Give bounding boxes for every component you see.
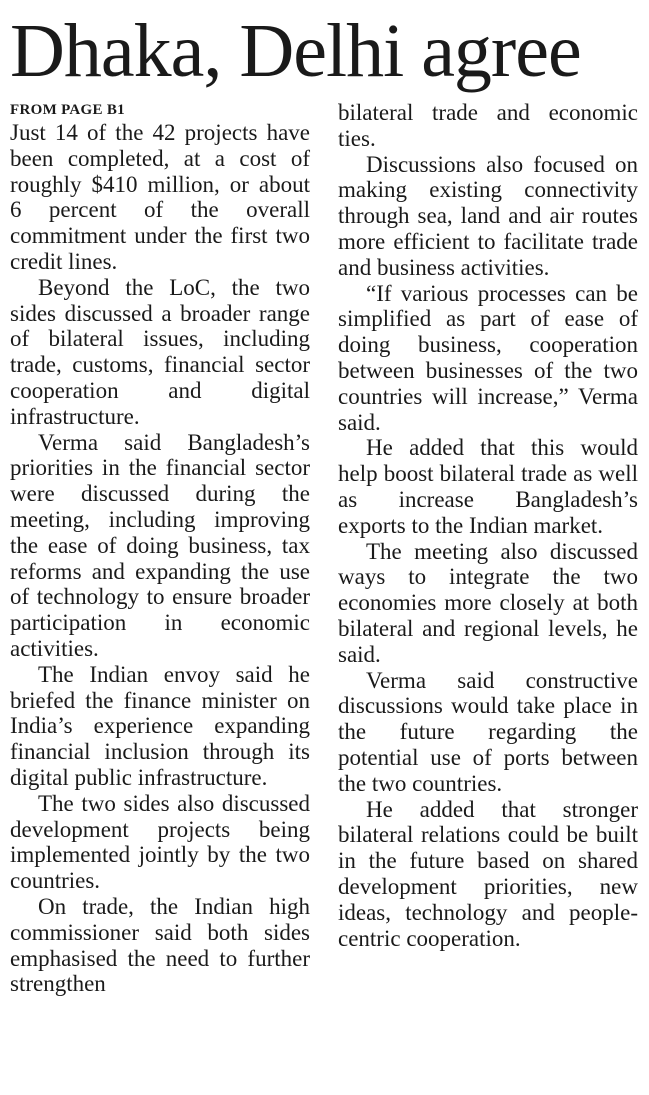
paragraph: He added that this would help boost bilateral trade as well as increase Bangladesh’s exports to the Indian market.	[338, 435, 638, 538]
paragraph: Beyond the LoC, the two sides discussed a broader range of bilateral issues, including trade, customs, financial sector cooperation and digital infrastructure.	[10, 274, 310, 429]
paragraph: Discussions also focused on making existing connectivity through sea, land and air routes more efficient to facilitate trade and business activities.	[338, 151, 638, 280]
paragraph: Verma said constructive discussions would take place in the future regarding the potential use of ports between the two countries.	[338, 667, 638, 796]
paragraph: The two sides also discussed development projects being implemented jointly by the two countries.	[10, 790, 310, 894]
paragraph: “If various processes can be simplified as part of ease of doing business, cooperation between businesses of the two countries will increase,” Verma said.	[338, 280, 638, 435]
article-column-left	[10, 100, 310, 997]
paragraph: On trade, the Indian high commissioner said both sides emphasised the need to further strengthen	[10, 893, 310, 997]
paragraph: The meeting also discussed ways to integrate the two economies more closely at both bilateral and regional levels, he said.	[338, 538, 638, 667]
article-column-right	[338, 100, 638, 951]
headline: Dhaka, Delhi agree	[10, 9, 581, 93]
continued-from-label: FROM PAGE B1	[10, 102, 125, 118]
paragraph: Just 14 of the 42 projects have been completed, at a cost of roughly $410 million, or about 6 percent of the overall commitment under the first two credit lines.	[10, 120, 310, 274]
paragraph: Verma said Bangladesh’s priorities in the financial sector were discussed during the meeting, including improving the ease of doing business, tax reforms and expanding the use of technology to ensure broader participation in economic activities.	[10, 429, 310, 661]
paragraph: The Indian envoy said he briefed the finance minister on India’s experience expanding financial inclusion through its digital public infrastructure.	[10, 661, 310, 790]
paragraph-continued: bilateral trade and economic ties.	[338, 100, 638, 151]
paragraph: He added that stronger bilateral relations could be built in the future based on shared development priorities, new ideas, technology and people-centric cooperation.	[338, 796, 638, 951]
